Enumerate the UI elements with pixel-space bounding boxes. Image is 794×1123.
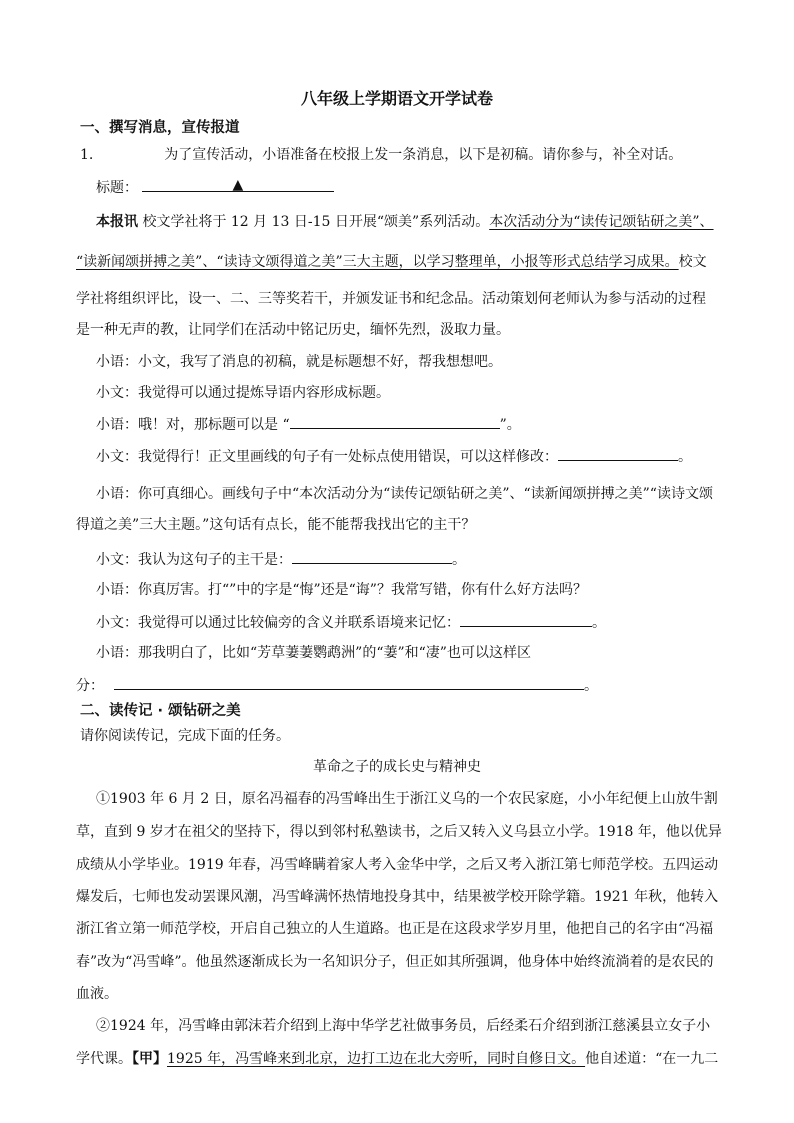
dialogue-line: 小语：你真厉害。打“”中的字是“悔”还是“诲”？我常写错，你有什么好方法吗？ [96, 582, 587, 598]
page-title: 八年级上学期语文开学试卷 [300, 89, 493, 108]
dialogue-line: 小文：我认为这句子的主干是： 。 [96, 549, 466, 570]
dialogue-line: 小语：你可真细心。画线句子中“本次活动分为“读传记颂钻研之美”、“读新闻颂拼搏之美”“读诗文颂 [96, 486, 713, 502]
dialogue-line: 得道之美”三大主题。”这句话有点长，能不能帮我找出它的主干？ [76, 517, 476, 533]
triangle-marker-icon: ▲ [232, 177, 244, 193]
paragraph-1-line: 血液。 [76, 986, 118, 1002]
news-text: 校文学社将于 12 月 13 日-15 日开展“颂美”系列活动。 [138, 214, 490, 230]
paragraph-1-line: 成绩从小学毕业。1919 年春，冯雪峰瞒着家人考入金华中学，之后又考入浙江第七师范学校。五四运动 [76, 857, 719, 873]
dialogue-line: 分： 。 [76, 675, 598, 696]
dialogue-line: 小文：我觉得可以通过提炼导语内容形成标题。 [96, 385, 390, 401]
dialogue-line: 小语：哦！对，那标题可以是 “ ”。 [96, 414, 521, 435]
question-number: 1. [80, 147, 94, 163]
paragraph-1-line: 浙江省立第一师范学校，开启自己独立的人生道路。也正是在这段求学岁月里，他把自己的名字由“冯福 [76, 921, 714, 937]
title-label: 标题： [96, 180, 138, 196]
memory-method-blank[interactable] [460, 612, 592, 627]
title-answer-blank[interactable] [142, 177, 334, 192]
marker-jia: 【甲】 [132, 1051, 167, 1067]
section2-heading: 二、读传记 · 颂钻研之美 [80, 703, 241, 719]
distinguish-blank[interactable] [114, 675, 584, 690]
section2-intro: 请你阅读传记，完成下面的任务。 [80, 728, 290, 744]
news-line-2 [76, 252, 707, 272]
article-title: 革命之子的成长史与精神史 [313, 759, 481, 775]
dialogue-line: 小文：我觉得行！正文里画线的句子有一处标点使用错误，可以这样修改： 。 [96, 446, 692, 467]
news-line-4: 是一种无声的教，让同学们在活动中铭记历史，缅怀先烈，汲取力量。 [76, 322, 510, 338]
news-text: 校文 [678, 254, 707, 270]
dialogue-line: 小语：小文，我写了消息的初稿，就是标题想不好，帮我想想吧。 [96, 354, 502, 370]
news-line-1 [96, 212, 714, 232]
paragraph-2-line: ②1924 年，冯雪峰由郭沫若介绍到上海中华学艺社做事务员，后经柔石介绍到浙江慈溪县立女子小 [96, 1018, 711, 1034]
paragraph-1-line: 草，直到 9 岁才在祖父的坚持下，得以到邻村私塾读书，之后又转入义乌县立小学。1918 年，他以优异 [76, 824, 722, 840]
news-line-3: 学社将组织评比，设一、二、三等奖若干，并颁发证书和纪念品。活动策划何老师认为参与活动的过程 [76, 291, 706, 307]
section1-heading: 一、撰写消息，宣传报道 [80, 120, 240, 136]
title-prompt-line [96, 177, 334, 198]
paragraph-1-line: 爆发后，七师也发动罢课风潮，冯雪峰满怀热情地投身其中，结果被学校开除学籍。1921 年秋，他转入 [76, 889, 719, 905]
question-text: 为了宣传活动，小语准备在校报上发一条消息，以下是初稿。请你参与，补全对话。 [164, 147, 683, 163]
dialogue-line: 小语：那我明白了，比如“芳草萋萋鹦鹉洲”的“萋”和“凄”也可以这样区 [96, 645, 531, 661]
punctuation-fix-blank[interactable] [558, 446, 678, 461]
paragraph-1-line: 春”改为“冯雪峰”。他虽然逐渐成长为一名知识分子，但正如其所强调，他身体中始终流淌着的是农民的 [76, 954, 714, 970]
underlined-sentence: 本次活动分为“读传记颂钻研之美”、 [489, 214, 714, 230]
underlined-sentence-cont: “读新闻颂拼搏之美”、“读诗文颂得道之美”三大主题，以学习整理单，小报等形式总结学习成果。 [76, 254, 679, 270]
sentence-stem-blank[interactable] [292, 549, 452, 564]
paragraph-2-line: 学代课。【甲】1925 年，冯雪峰来到北京，边打工边在北大旁听，同时自修日文。他自述道：“在一九二 [76, 1051, 719, 1067]
underlined-sentence: 1925 年，冯雪峰来到北京，边打工边在北大旁听，同时自修日文。 [167, 1051, 586, 1067]
title-fill-blank[interactable] [290, 414, 500, 429]
paragraph-1-line: ①1903 年 6 月 2 日，原名冯福春的冯雪峰出生于浙江义乌的一个农民家庭，小小年纪便上山放牛割 [96, 791, 718, 807]
news-tag: 本报讯 [96, 214, 138, 230]
question-1-line [80, 145, 682, 165]
dialogue-line: 小文：我觉得可以通过比较偏旁的含义并联系语境来记忆： 。 [96, 612, 606, 633]
